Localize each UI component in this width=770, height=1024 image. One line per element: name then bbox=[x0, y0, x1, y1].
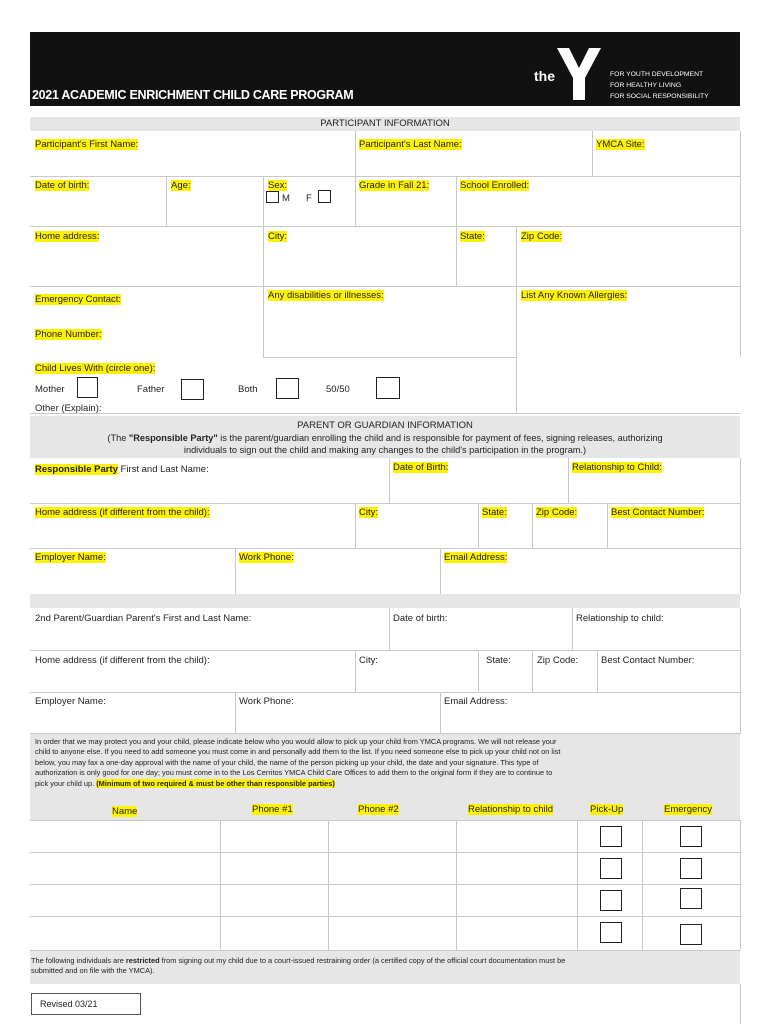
second-parent-dob-field[interactable]: Date of birth: bbox=[393, 613, 448, 624]
guardian-email-field[interactable]: Email Address: bbox=[444, 552, 508, 563]
guardian-employer-field[interactable]: Employer Name: bbox=[35, 552, 106, 563]
fifty-label: 50/50 bbox=[326, 384, 350, 395]
table-row[interactable] bbox=[30, 885, 740, 916]
tagline-2: FOR HEALTHY LIVING bbox=[610, 82, 682, 89]
second-parent-state-field[interactable]: State: bbox=[486, 655, 511, 666]
table-row[interactable] bbox=[30, 821, 740, 852]
guardian-home-address-field[interactable]: Home address (if different from the child): bbox=[35, 507, 210, 518]
mother-label: Mother bbox=[35, 384, 65, 395]
mother-checkbox[interactable] bbox=[77, 377, 98, 398]
guardian-work-phone-field[interactable]: Work Phone: bbox=[239, 552, 294, 563]
tagline-3: FOR SOCIAL RESPONSIBILITY bbox=[610, 93, 709, 100]
other-explain-field[interactable]: Other (Explain): bbox=[35, 403, 102, 414]
second-parent-zip-field[interactable]: Zip Code: bbox=[537, 655, 579, 666]
sex-label: Sex: bbox=[268, 180, 288, 191]
emergency-checkbox-2[interactable] bbox=[680, 858, 702, 879]
father-label: Father bbox=[137, 384, 165, 395]
col-pickup-header: Pick-Up bbox=[590, 804, 624, 815]
guardian-state-field[interactable]: State: bbox=[482, 507, 507, 518]
allergies-field[interactable]: List Any Known Allergies: bbox=[521, 290, 628, 301]
sex-f-label: F bbox=[306, 193, 312, 204]
second-parent-email-field[interactable]: Email Address: bbox=[444, 696, 508, 707]
dob-field[interactable]: Date of birth: bbox=[35, 180, 90, 191]
responsible-party-name-field[interactable]: Responsible Party First and Last Name: bbox=[35, 464, 209, 475]
phone-number-field[interactable]: Phone Number: bbox=[35, 329, 102, 340]
col-emergency-header: Emergency bbox=[664, 804, 713, 815]
sex-m-checkbox[interactable] bbox=[266, 191, 279, 203]
pickup-table bbox=[30, 821, 740, 950]
second-parent-home-address-field[interactable]: Home address (if different from the child): bbox=[35, 655, 210, 666]
guardian-description-line-1: (The "Responsible Party" is the parent/guardian enrolling the child and is responsible for payment of fees, signing releases, authorizing bbox=[107, 433, 663, 443]
second-parent-relationship-field[interactable]: Relationship to child: bbox=[576, 613, 664, 624]
table-row[interactable] bbox=[30, 853, 740, 884]
form-title: 2021 ACADEMIC ENRICHMENT CHILD CARE PROGRAM bbox=[32, 88, 354, 102]
lives-with-label: Child Lives With (circle one): bbox=[35, 363, 156, 374]
guardian-city-field[interactable]: City: bbox=[359, 507, 378, 518]
second-parent-name-field[interactable]: 2nd Parent/Guardian Parent's First and Last Name: bbox=[35, 613, 252, 624]
guardian-description-line-2: individuals to sign out the child and making any changes to the child's participation in the program.) bbox=[183, 445, 587, 455]
ymca-logo-icon bbox=[555, 44, 603, 102]
logo-word: the bbox=[534, 68, 555, 84]
state-field[interactable]: State: bbox=[460, 231, 485, 242]
guardian-relationship-field[interactable]: Relationship to Child: bbox=[572, 462, 662, 473]
tagline-1: FOR YOUTH DEVELOPMENT bbox=[610, 71, 704, 78]
ymca-site-field[interactable]: YMCA Site: bbox=[596, 139, 645, 150]
first-name-field[interactable]: Participant's First Name: bbox=[35, 139, 139, 150]
guardian-zip-field[interactable]: Zip Code: bbox=[536, 507, 578, 518]
home-address-field[interactable]: Home address: bbox=[35, 231, 100, 242]
pickup-instructions: In order that we may protect you and your child, please indicate below who you would allow to pick up your child from YMCA programs. We will not release your child to anyone else. If you need to add someone you must come in and personally add them to the list. If you need someone else to pick up your child not on list below, you may fax a one-day approval with the name of your child, the name of the person picking up your child, the date and your signature. This type of authorization is only good for one day; you must come in to the Los Cerritos YMCA Child Care Offices to add them to the original form if they are to continue to pick your child up. (Minimum of two required & must be other than responsible parties) bbox=[35, 737, 561, 788]
grade-field[interactable]: Grade in Fall 21: bbox=[359, 180, 430, 191]
fifty-checkbox[interactable] bbox=[376, 377, 400, 399]
second-parent-city-field[interactable]: City: bbox=[359, 655, 378, 666]
zip-field[interactable]: Zip Code: bbox=[521, 231, 563, 242]
second-parent-best-contact-field[interactable]: Best Contact Number: bbox=[601, 655, 695, 666]
emergency-contact-field[interactable]: Emergency Contact: bbox=[35, 294, 122, 305]
guardian-section-title: PARENT OR GUARDIAN INFORMATION bbox=[297, 420, 473, 431]
pickup-checkbox-4[interactable] bbox=[600, 922, 622, 943]
pickup-checkbox-3[interactable] bbox=[600, 890, 622, 911]
table-row[interactable] bbox=[30, 917, 740, 950]
col-name-header: Name bbox=[112, 806, 138, 817]
col-phone2-header: Phone #2 bbox=[358, 804, 399, 815]
emergency-checkbox-4[interactable] bbox=[680, 924, 702, 945]
revised-label: Revised 03/21 bbox=[31, 993, 141, 1015]
sex-f-checkbox[interactable] bbox=[318, 190, 331, 203]
pickup-checkbox-1[interactable] bbox=[600, 826, 622, 847]
sex-m-label: M bbox=[282, 193, 290, 204]
col-relationship-header: Relationship to child bbox=[468, 804, 554, 815]
second-parent-employer-field[interactable]: Employer Name: bbox=[35, 696, 106, 707]
both-label: Both bbox=[238, 384, 258, 395]
guardian-best-contact-field[interactable]: Best Contact Number: bbox=[611, 507, 705, 518]
school-field[interactable]: School Enrolled: bbox=[460, 180, 530, 191]
participant-section-title: PARTICIPANT INFORMATION bbox=[320, 118, 450, 129]
age-field[interactable]: Age: bbox=[171, 180, 191, 191]
restricted-text: The following individuals are restricted from signing out my child due to a court-issued restraining order (a certified copy of the official court documentation must be submitted and on file with the YMCA). bbox=[31, 956, 566, 975]
emergency-checkbox-3[interactable] bbox=[680, 888, 702, 909]
last-name-field[interactable]: Participant's Last Name: bbox=[359, 139, 462, 150]
second-parent-work-phone-field[interactable]: Work Phone: bbox=[239, 696, 294, 707]
second-parent-divider bbox=[30, 594, 740, 608]
col-phone1-header: Phone #1 bbox=[252, 804, 293, 815]
city-field[interactable]: City: bbox=[268, 231, 287, 242]
both-checkbox[interactable] bbox=[276, 378, 299, 399]
guardian-dob-field[interactable]: Date of Birth: bbox=[393, 462, 449, 473]
disabilities-field[interactable]: Any disabilities or illnesses: bbox=[268, 290, 384, 301]
father-checkbox[interactable] bbox=[181, 379, 204, 400]
pickup-checkbox-2[interactable] bbox=[600, 858, 622, 879]
emergency-checkbox-1[interactable] bbox=[680, 826, 702, 847]
